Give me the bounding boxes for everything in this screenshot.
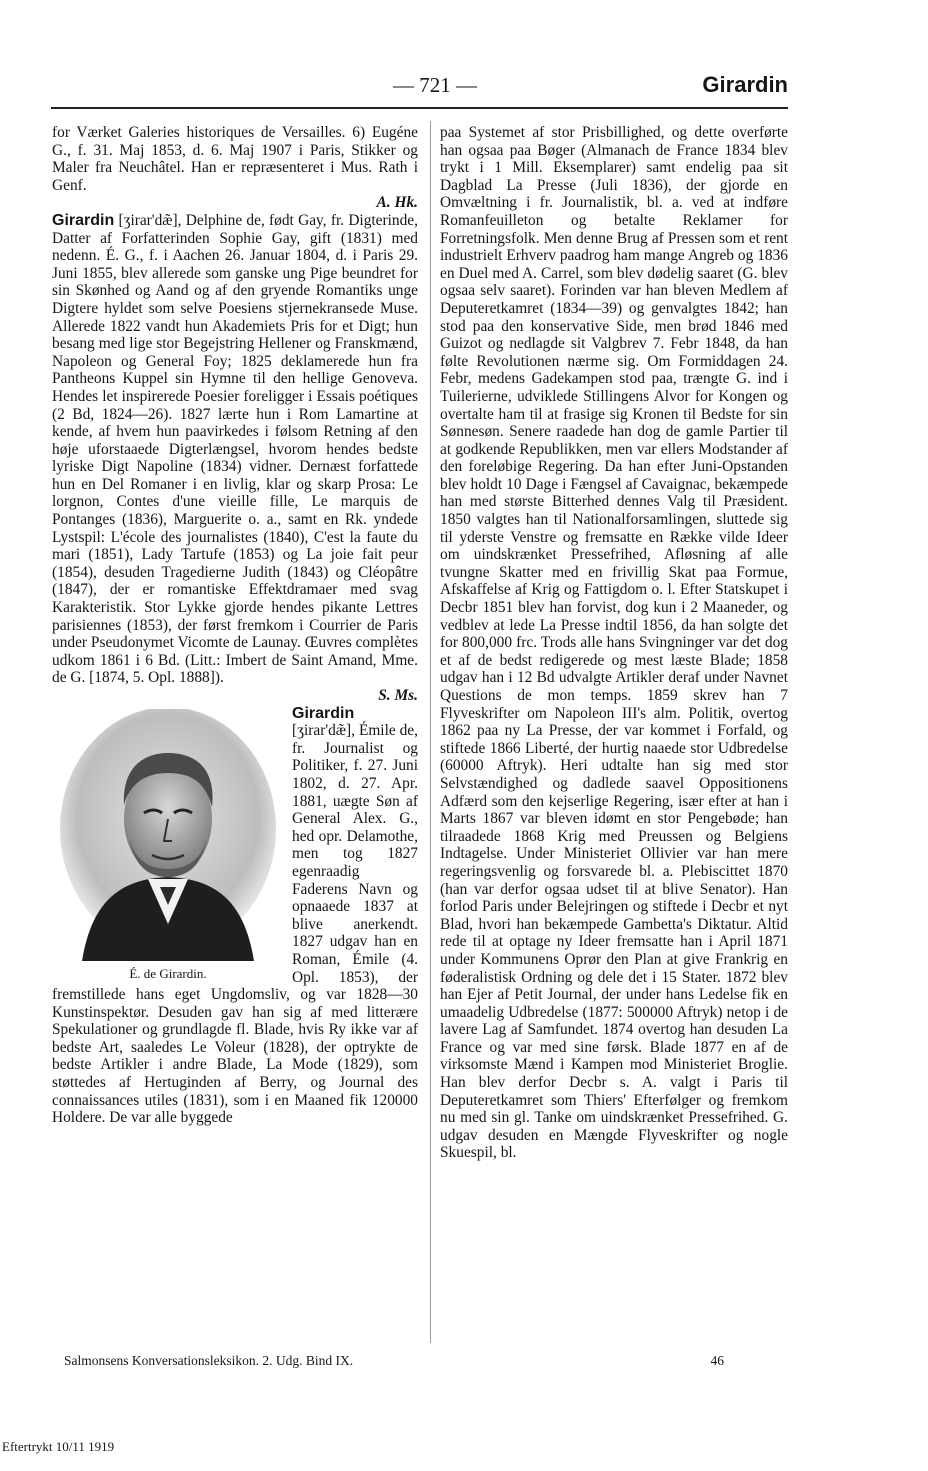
entry-headword: Girardin xyxy=(292,704,355,722)
column-divider xyxy=(430,121,431,1343)
left-column xyxy=(52,124,418,1127)
publication-imprint: Salmonsens Konversationsleksikon. 2. Udg. Bind IX. xyxy=(64,1353,354,1368)
page-footer xyxy=(64,1353,724,1369)
entry-text: [ʒirar'dæ̃], Émile de, fr. Journalist og Politiker, f. 27. Juni 1802, d. 27. Apr. 1881, uægte Søn af General Alex. G., hed opr. Delamothe, men tog 1827 egenraadig Faderens Navn og opnaaede 1837 at blive anerkendt. 1827 udgav han en Roman, Émile (4. Opl. 1853), der fremstillede hans eget Ungdomsliv, og var 1828—30 Kunstinspektør. Desuden gav han sig af med litterære Spekulationer og grundlagde fl. Blade, hvis Ry ikke var af bedste Art, saaledes Le Voleur (1828), der optrykte de bedste Artikler i andre Blade, La Mode (1829), som støttedes af Hertuginden af Berry, og Journal des connaissances utiles (1831), som i en Maaned fik 120000 Holdere. De var alle byggede xyxy=(52,722,418,1127)
author-signature: S. Ms. xyxy=(378,687,418,704)
portrait-engraving-icon xyxy=(52,709,284,961)
portrait-figure xyxy=(52,709,284,981)
signature-mark: 46 xyxy=(710,1353,724,1368)
entry-paragraph xyxy=(52,212,418,687)
header-rule xyxy=(51,107,788,109)
entry-text: [ʒirar'dæ̃], Delphine de, født Gay, fr. Digterinde, Datter af Forfatterinden Sophie Gay, gift (1831) med nedenn. É. G., f. i Aachen 26. Januar 1804, d. i Paris 29. Juni 1855, blev allerede som ganske ung Pige beundret for sin Skønhed og Aand og af den gryende Romantiks unge Digtere hyldet som selve Poesiens stjernekransede Muse. Allerede 1822 vandt hun Akademiets Pris for et Digt; hun besang med lige stor Begejstring Hellener og Franskmænd, Napoleon og General Foy; 1825 deklamerede hun fra Pantheons Kuppel sin Hymne til den hellige Genoveva. Hendes let inspirerede Poesier foreligger i Essais poétiques (2 Bd, 1824—26). 1827 lærte hun i Rom Lamartine at kende, af hvem hun paavirkedes i følsom Retning af den høje uforstaaede Digterlængsel, hvorom hendes bedste lyriske Digt Napoline (1834) vidner. Dernæst forfattede hun en Del Romaner i en livlig, klar og skarp Prosa: Le lorgnon, Contes d'une vieille fille, Le marquis de Pontanges (1836), Marguerite o. a., samt en Rk. yndede Lystspil: L'école des journalistes (1840), C'est la faute du mari (1851), Lady Tartufe (1853) og La joie fait peur (1854), desuden Tragedierne Judith (1843) og Cléopâtre (1847), der er romantiske Effektdramaer med svag Karakteristik. Stor Lykke gjorde hendes pikante Lettres parisiennes (1853), der først fremkom i Courrier de Paris under Pseudonymet Vicomte de Launay. Œuvres complètes udkom 1861 i 6 Bd. (Litt.: Imbert de Saint Amand, Mme. de G. [1874, 5. Opl. 1888]). xyxy=(52,211,418,687)
page-number: — 721 — xyxy=(393,73,477,97)
portrait-caption: É. de Girardin. xyxy=(129,965,207,981)
author-signature: A. Hk. xyxy=(376,194,418,212)
entry-paragraph: for Værket Galeries historiques de Versailles. 6) Eugéne G., f. 31. Maj 1853, d. 6. Maj 1907 i Paris, Stikker og Maler fra Neuchâtel. Han er repræsenteret i Mus. Rath i Genf. xyxy=(52,124,418,194)
entry-continuation: paa Systemet af stor Prisbillighed, og dette overførte han ogsaa paa Bøger (Almanach de France 1834 blev trykt i 1 Mill. Eksemplarer) samt endelig paa sit Dagblad La Presse (Juli 1836), der gjorde en Omvæltning i fr. Journalistik, bl. a. ved at indføre Romanfeuilleton og betalte Reklamer for Forretningsfolk. Men denne Brug af Pressen som et rent industrielt Erhverv paadrog ham mange Angreb og 1836 en Duel med A. Carrel, som blev dødelig saaret (G. blev ogsaa selv saaret). Forinden var han bleven Medlem af Deputeretkamret (1834—39) og genvalgtes 1842; han stod paa den konservative Side, men brød 1846 med Guizot og nedlagde sit Valgbrev 7. Febr 1848, da han følte Revolutionen nærme sig. Om Formiddagen 24. Febr, medens Gadekampen stod paa, trængte G. ind i Tuilerierne, udviklede Stillingens Alvor for Kongen og overtalte ham til at frasige sig Kronen til Bedste for sin Sønnesøn. Senere raadede han dog de gamle Partier til at godkende Republikken, men var ellers Modstander af den foreløbige Regering. Da han efter Juni-Opstanden blev holdt 10 Dage i Fængsel af Cavaignac, bekæmpede han med største Bitterhed dennes Valg til Præsident. 1850 valgtes han til Nationalforsamlingen, sluttede sig til yderste Venstre og fremsatte en Række vilde Ideer om uindskrænket Pressefrihed, Afløsning af alle tvungne Skatter med en frivillig Skat paa Formue, Afskaffelse af Krig og Fattigdom o. l. Efter Statskupet i Decbr 1851 blev han forvist, dog kun i 2 Maaneder, og vedblev at lede La Presse indtil 1856, da han solgte det for 800,000 frc. Trods alle hans Svingninger var det dog et af de bedst redigerede og mest læste Blade; 1858 udgav han i 12 Bd udvalgte Artikler deraf under Navnet Questions de mon temps. 1859 skrev han 7 Flyveskrifter om Napoleon III's alm. Politik, overtog 1862 paa ny La Presse, der var kommet i Forfald, og stiftede 1866 Liberté, der hurtig naaede stor Udbredelse (60000 Aftryk). Heri udtalte han sig med stor Selvstændighed og dadlede saavel Oppositionens Adfærd som den kejserlige Regering, især efter at han i Marts 1867 var bleven idømt en stor Pengebøde; han tilraadede 1868 Krig med Preussen og Belgiens Indtagelse. Under Ministeriet Ollivier var han mere regeringsvenlig og forsvarede bl. a. Plebiscittet 1870 (han var derfor ogsaa udset til at blive Senator). Han forlod Paris under Belejringen og stiftede i Decbr et nyt Blad, hvori han bekæmpede Gambetta's Diktatur. Altid rede til at optage ny Ideer fremsatte han i April 1871 under Kommunens Oprør den Plan at give Frankrig en føderalistisk Ordning og dele det i 15 Stater. 1872 blev han Ejer af Petit Journal, der under hans Ledelse fik en umaadelig Udbredelse (1877: 500000 Aftryk) netop i de lavere Lag af Samfundet. 1874 overtog han desuden La France og var med sine førsk. Blade 1877 en af de virksomste Mænd i Kampen mod Ministeriet Broglie. Han blev derfor Decbr s. A. valgt i Paris til Deputeretkamret som Thiers' Efterfølger og fremkom nu med sin gl. Tanke om uindskrænket Pressefrihed. G. udgav desuden en Mængde Flyveskrifter og nogle Skuespil, bl. xyxy=(440,124,788,1162)
reprint-note: Eftertrykt 10/11 1919 xyxy=(2,1439,115,1454)
running-headword: Girardin xyxy=(702,72,788,97)
right-column xyxy=(440,124,788,1162)
entry-headword: Girardin xyxy=(52,211,115,229)
